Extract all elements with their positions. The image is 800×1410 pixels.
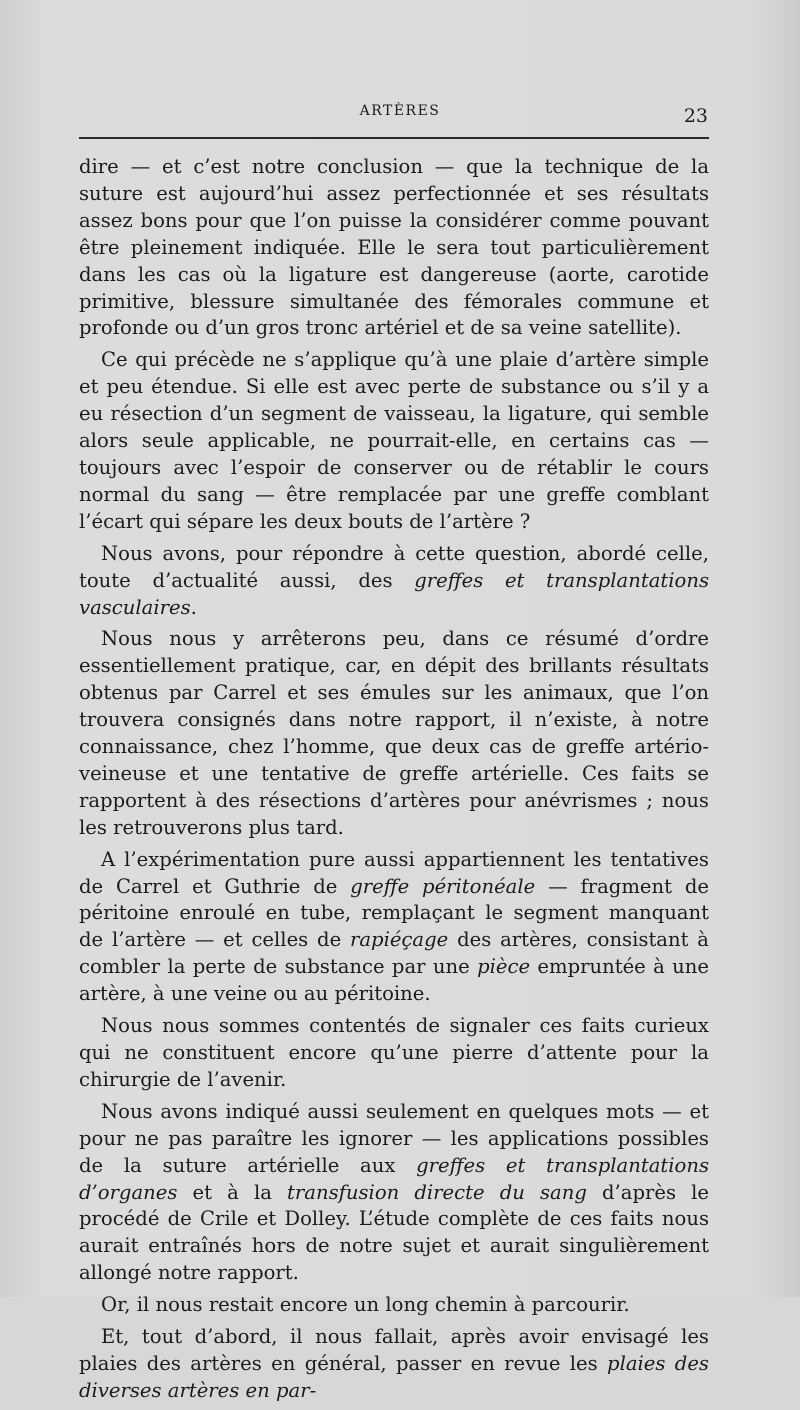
header-rule xyxy=(79,137,709,139)
text-segment: Et, tout d’abord, il nous fallait, après avoir envisagé les plaies des artères en général, passer en revue les xyxy=(79,1325,709,1375)
text-segment: Nous nous y arrêterons peu, dans ce résumé d’ordre essentiellement pratique, car, en dépit des brillants résultats obtenus par Carrel et ses émules sur les animaux, que l’on trouvera consignés dans notre rapport, il n’existe, à notre connaissance, chez l’homme, que deux cas de greffe artério-veineuse et une tentative de greffe artérielle. Ces faits se rapportent à des résections d’artères pour anévrismes ; nous les retrouverons plus tard. xyxy=(79,627,709,839)
italic-text: greffes et transplantations d’organes xyxy=(79,1153,709,1204)
italic-text: transfusion directe du sang xyxy=(287,1180,587,1204)
text-segment: — fragment de péritoine enroulé en tube, remplaçant le segment manquant de l’artère — et celles de xyxy=(79,874,709,952)
text-segment: des artères, consistant à combler la perte de substance par une xyxy=(79,928,709,979)
text-segment: Ce qui précède ne s’applique qu’à une plaie d’artère simple et peu étendue. Si elle est avec perte de substance ou s’il y a eu résection d’un segment de vaisseau, la ligature, qui semble alors seule applicable, ne pourrait-elle, en certains cas — toujours avec l’espoir de conserver ou de rétablir le cours normal du sang — être remplacée par une greffe comblant l’écart qui sépare les deux bouts de l’artère ? xyxy=(79,348,709,533)
page-header-title: ARTÈRES xyxy=(359,103,441,119)
paragraph xyxy=(79,847,709,1008)
text-segment: A l’expérimentation pure aussi appartiennent les tentatives de Carrel et Guthrie de xyxy=(79,847,709,898)
paragraph xyxy=(79,347,709,535)
italic-text: greffe péritonéale xyxy=(350,874,536,898)
page-number: 23 xyxy=(683,105,708,127)
text-segment: d’après le procédé de Crile et Dolley. L’étude complète de ces faits nous aurait entraînés hors de notre sujet et aurait singulièrement allongé notre rapport. xyxy=(79,1180,709,1285)
paragraph xyxy=(79,1324,709,1405)
italic-text: pièce xyxy=(477,955,531,979)
paragraph xyxy=(79,1013,709,1094)
paragraph xyxy=(79,1292,709,1319)
text-segment: empruntée à une artère, à une veine ou au péritoine. xyxy=(79,955,709,1006)
text-segment: . xyxy=(190,595,197,619)
text-segment: Nous avons indiqué aussi seulement en quelques mots — et pour ne pas paraître les ignorer — les applications possibles de la suture artérielle aux xyxy=(79,1099,709,1177)
paragraph xyxy=(79,154,709,342)
text-segment: et à la xyxy=(177,1180,288,1204)
running-header xyxy=(0,103,800,125)
text-segment: dire — et c’est notre conclusion — que la technique de la suture est aujourd’hui assez perfectionnée et ses résultats assez bons pour que l’on puisse la considérer comme pouvant être pleinement indiquée. Elle le sera tout particulièrement dans les cas où la ligature est dangereuse (aorte, carotide primitive, blessure simultanée des fémorales commune et profonde ou d’un gros tronc artériel et de sa veine satellite). xyxy=(79,155,709,340)
italic-text: greffes et transplantations vasculaires xyxy=(79,568,709,619)
text-segment: Nous avons, pour répondre à cette question, abordé celle, toute d’actualité aussi, des xyxy=(79,541,709,592)
body-text xyxy=(79,154,709,1410)
text-segment: Or, il nous restait encore un long chemin à parcourir. xyxy=(101,1293,630,1317)
italic-text: rapiéçage xyxy=(350,928,449,952)
italic-text: plaies des diverses artères en par- xyxy=(79,1351,709,1402)
text-segment: Nous nous sommes contentés de signaler ces faits curieux qui ne constituent encore qu’une pierre d’attente pour la chirurgie de l’avenir. xyxy=(79,1014,709,1091)
paragraph xyxy=(79,541,709,622)
paragraph xyxy=(79,1099,709,1287)
paragraph xyxy=(79,626,709,841)
